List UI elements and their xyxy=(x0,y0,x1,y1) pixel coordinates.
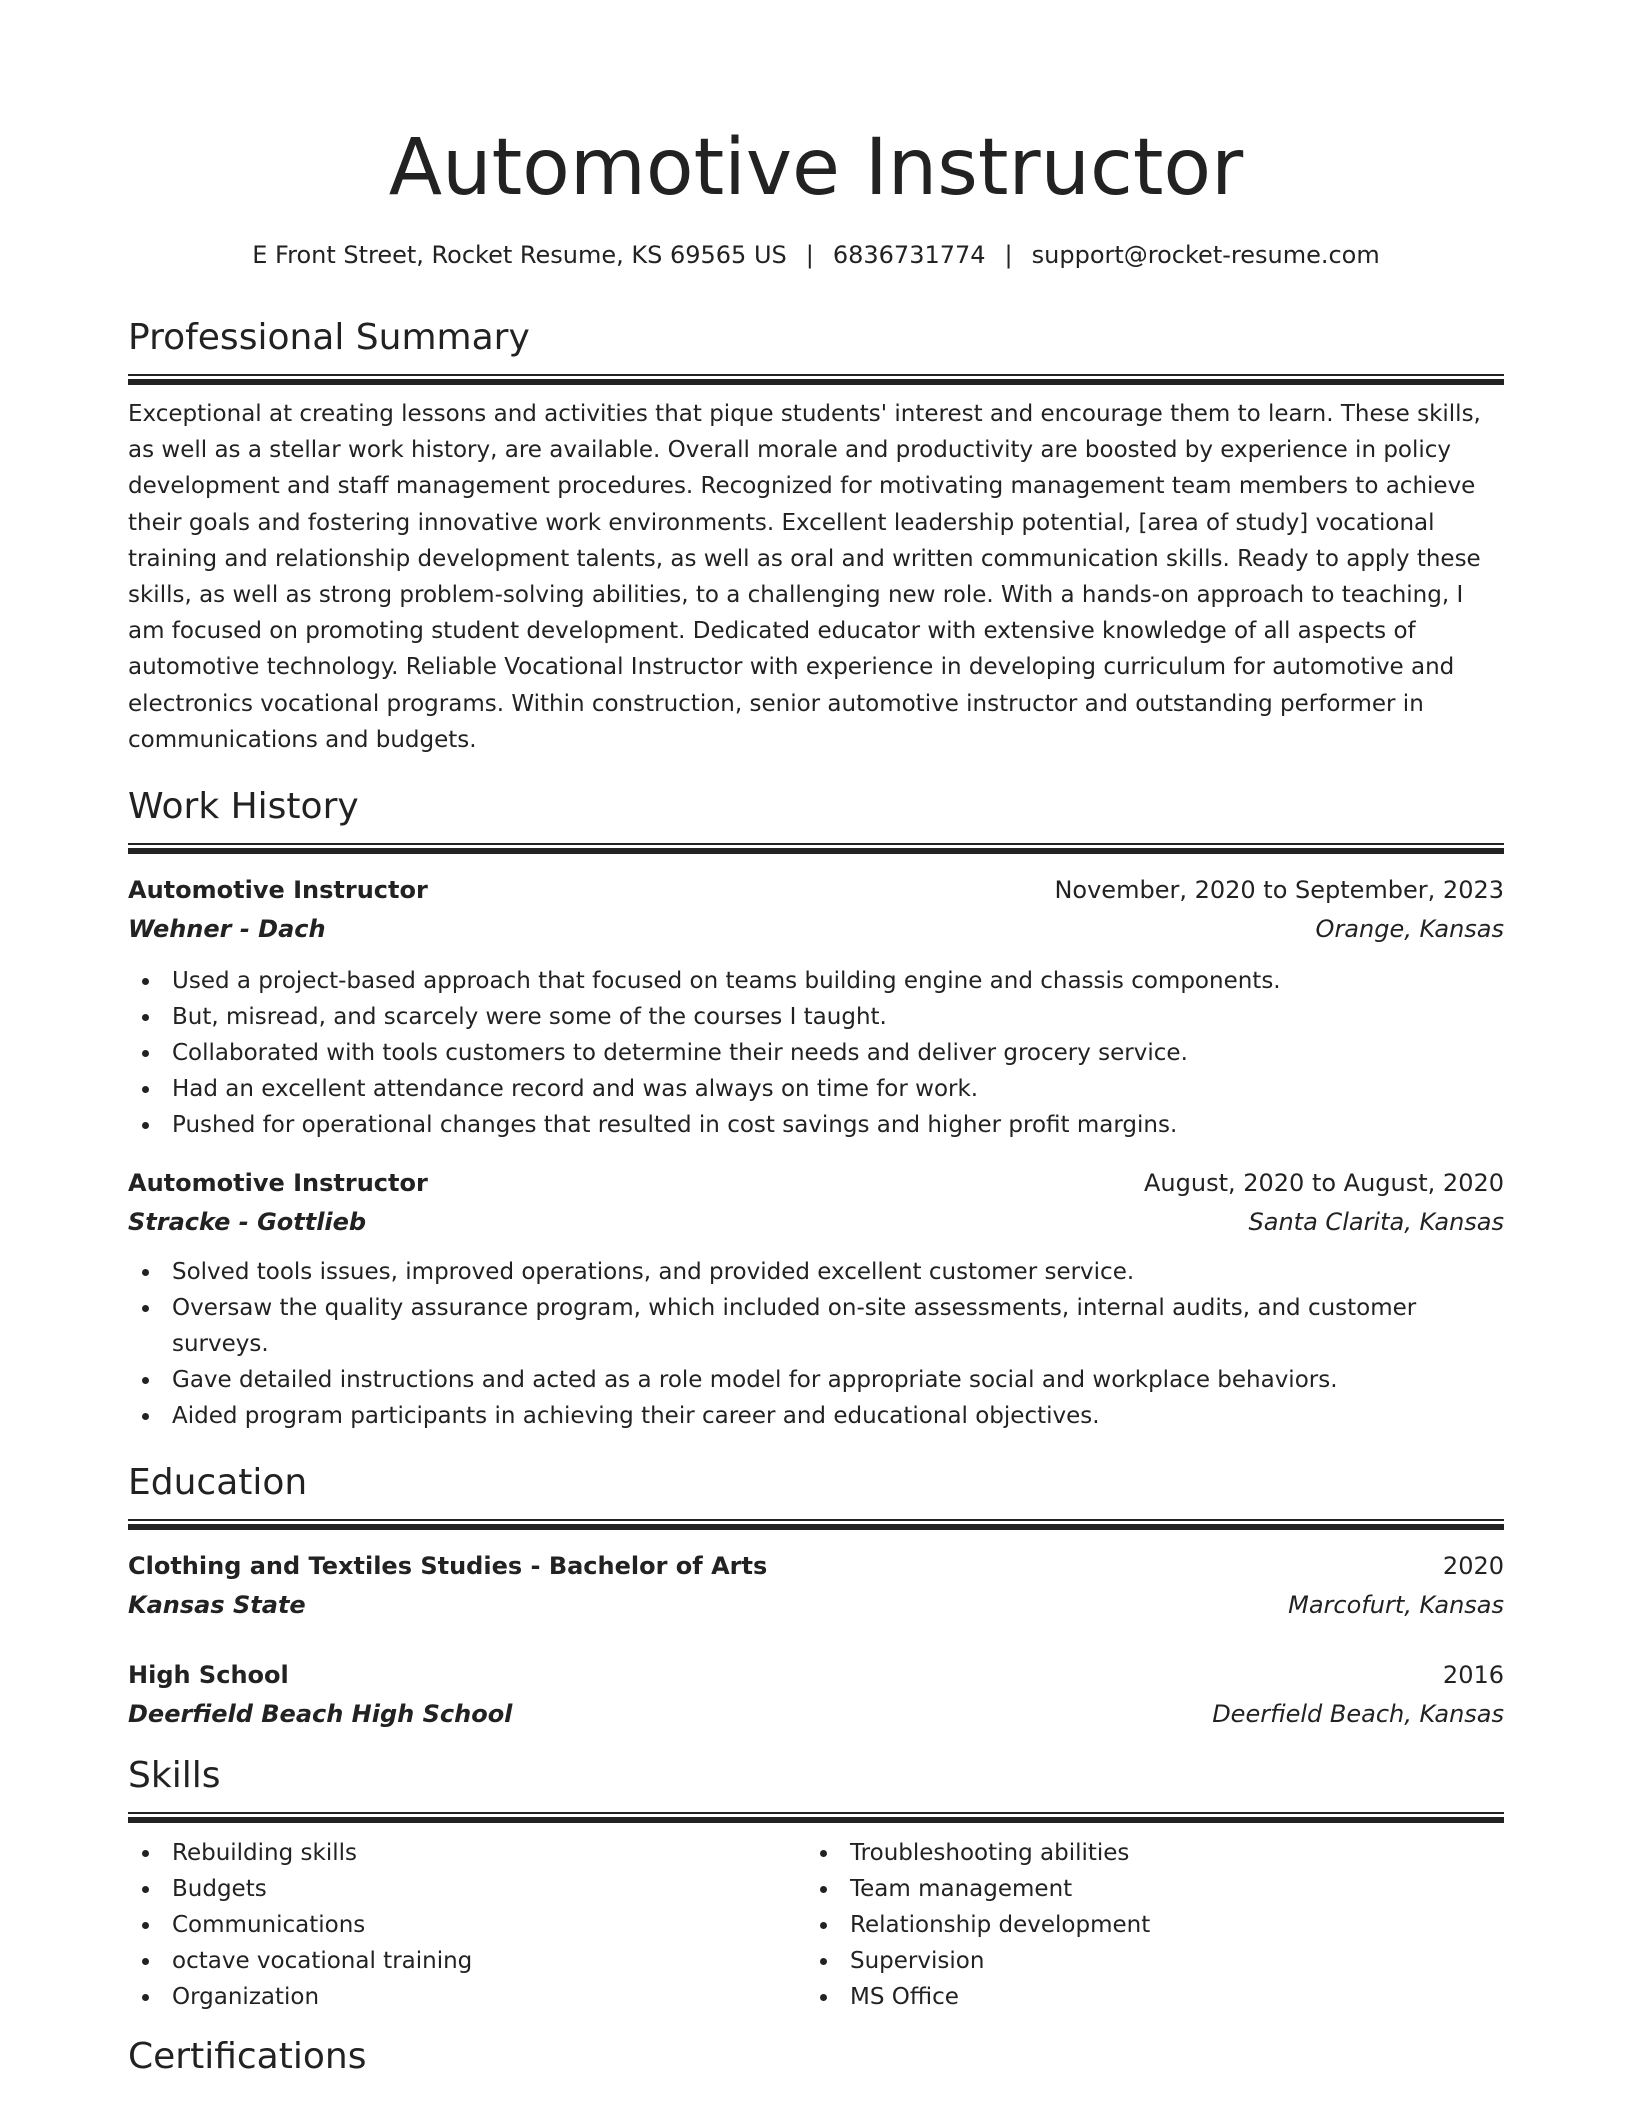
education-entry xyxy=(128,1547,1504,1625)
job-title: Automotive Instructor xyxy=(128,876,428,905)
job-bullet-list xyxy=(128,1254,1504,1434)
skills-list-left xyxy=(128,1835,806,2015)
job-dates: August, 2020 to August, 2020 xyxy=(1144,1169,1504,1198)
job-entry xyxy=(128,1164,1504,1434)
job-header-row xyxy=(128,871,1504,909)
skills-grid xyxy=(128,1835,1504,2015)
job-dates: November, 2020 to September, 2023 xyxy=(1054,876,1504,905)
candidate-name: Automotive Instructor xyxy=(388,123,1244,213)
section-title-skills: Skills xyxy=(128,1755,221,1797)
certifications-section xyxy=(128,2033,1504,2081)
education-year: 2020 xyxy=(1442,1552,1504,1581)
education-section xyxy=(128,1459,1504,1734)
education-year: 2016 xyxy=(1442,1661,1504,1690)
skill-item: Budgets xyxy=(172,1871,806,1907)
education-location: Deerfield Beach, Kansas xyxy=(1212,1700,1504,1729)
skill-item: Communications xyxy=(172,1907,806,1943)
job-bullet: But, misread, and scarcely were some of the courses I taught. xyxy=(172,999,1504,1035)
education-school: Kansas State xyxy=(128,1591,306,1620)
job-bullet: Used a project-based approach that focused on teams building engine and chassis components. xyxy=(172,963,1504,999)
job-company-row xyxy=(128,909,1504,949)
contact-separator: | xyxy=(1004,241,1013,269)
summary-section xyxy=(128,314,1504,758)
job-bullet: Gave detailed instructions and acted as a role model for appropriate social and workplace behaviors. xyxy=(172,1362,1504,1398)
job-bullet-list xyxy=(128,963,1504,1143)
skill-item: Relationship development xyxy=(850,1907,1484,1943)
contact-phone: 6836731774 xyxy=(832,241,986,269)
job-bullet: Aided program participants in achieving their career and educational objectives. xyxy=(172,1398,1504,1434)
job-location: Orange, Kansas xyxy=(1315,915,1504,944)
section-divider xyxy=(128,374,1504,385)
education-degree: Clothing and Textiles Studies - Bachelor of Arts xyxy=(128,1552,768,1581)
job-header-row xyxy=(128,1164,1504,1202)
job-company-row xyxy=(128,1202,1504,1242)
education-degree: High School xyxy=(128,1661,289,1690)
contact-separator: | xyxy=(805,241,814,269)
section-divider xyxy=(128,1519,1504,1530)
skill-item: MS Office xyxy=(850,1979,1484,2015)
education-location: Marcofurt, Kansas xyxy=(1288,1591,1504,1620)
section-title-certifications: Certifications xyxy=(128,2036,367,2078)
skill-item: Rebuilding skills xyxy=(172,1835,806,1871)
summary-text: Exceptional at creating lessons and activities that pique students' interest and encourage them to learn. These skills, as well as a stellar work history, are available. Overall morale and productivity are boosted by experience in policy development and staff management procedures. Recognized for motivating management team members to achieve their goals and fostering innovative work environments. Excellent leadership potential, [area of study] vocational training and relationship development talents, as well as oral and written communication skills. Ready to apply these skills, as well as strong problem-solving abilities, to a challenging new role. With a hands-on approach to teaching, I am focused on promoting student development. Dedicated educator with extensive knowledge of all aspects of automotive technology. Reliable Vocational Instructor with experience in developing curriculum for automotive and electronics vocational programs. Within construction, senior automotive instructor and outstanding performer in communications and budgets. xyxy=(128,401,1481,753)
education-header-row xyxy=(128,1656,1504,1694)
job-location: Santa Clarita, Kansas xyxy=(1248,1208,1504,1237)
job-title: Automotive Instructor xyxy=(128,1169,428,1198)
skill-item: octave vocational training xyxy=(172,1943,806,1979)
skills-list-right xyxy=(806,1835,1484,2015)
section-divider xyxy=(128,843,1504,854)
job-bullet: Solved tools issues, improved operations, and provided excellent customer service. xyxy=(172,1254,1504,1290)
job-bullet: Collaborated with tools customers to determine their needs and deliver grocery service. xyxy=(172,1035,1504,1071)
job-bullet: Had an excellent attendance record and was always on time for work. xyxy=(172,1071,1504,1107)
job-entry xyxy=(128,871,1504,1143)
education-school: Deerfield Beach High School xyxy=(128,1700,513,1729)
skill-item: Organization xyxy=(172,1979,806,2015)
job-company: Wehner - Dach xyxy=(128,915,326,944)
job-bullet: Oversaw the quality assurance program, which included on-site assessments, internal audits, and customer surveys. xyxy=(172,1290,1504,1362)
work-history-section xyxy=(128,783,1504,1434)
contact-address: E Front Street, Rocket Resume, KS 69565 US xyxy=(252,241,787,269)
education-school-row xyxy=(128,1694,1504,1734)
resume-page xyxy=(128,0,1504,2081)
section-title-education: Education xyxy=(128,1462,308,1504)
section-title-summary: Professional Summary xyxy=(128,317,530,358)
section-title-work-history: Work History xyxy=(128,786,359,828)
education-header-row xyxy=(128,1547,1504,1585)
education-entry xyxy=(128,1656,1504,1734)
skill-item: Team management xyxy=(850,1871,1484,1907)
contact-email: support@rocket-resume.com xyxy=(1031,241,1380,269)
skill-item: Troubleshooting abilities xyxy=(850,1835,1484,1871)
job-company: Stracke - Gottlieb xyxy=(128,1208,367,1237)
skill-item: Supervision xyxy=(850,1943,1484,1979)
job-bullet: Pushed for operational changes that resulted in cost savings and higher profit margins. xyxy=(172,1107,1504,1143)
contact-line xyxy=(128,238,1504,272)
education-school-row xyxy=(128,1585,1504,1625)
skills-section xyxy=(128,1752,1504,2015)
section-divider xyxy=(128,1812,1504,1823)
